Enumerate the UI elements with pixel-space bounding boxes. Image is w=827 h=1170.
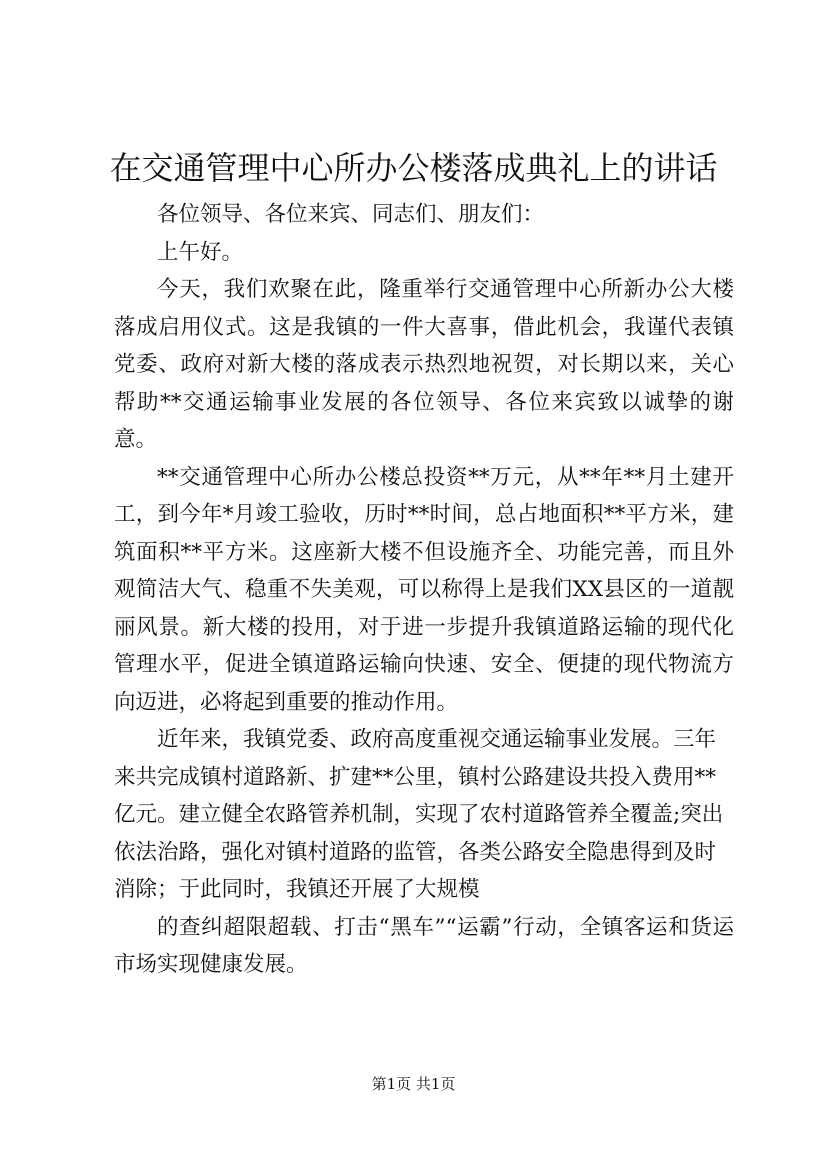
body-paragraph: **交通管理中心所办公楼总投资**万元，从**年**月土建开工，到今年*月竣工验收，历时**时间，总占地面积**平方米，建筑面积**平方米。这座新大楼不但设施齐全、功能完善，而且外观简洁大气、稳重不失美观，可以称得上是我们XX县区的一道靓丽风景。新大楼的投用，对于进一步提升我镇道路运输的现代化管理水平，促进全镇道路运输向快速、安全、便捷的现代物流方向迈进，必将起到重要的推动作用。 bbox=[114, 464, 734, 715]
document-body bbox=[114, 196, 734, 984]
document-title: 在交通管理中心所办公楼落成典礼上的讲话 bbox=[109, 149, 718, 187]
body-paragraph: 今天，我们欢聚在此，隆重举行交通管理中心所新办公大楼落成启用仪式。这是我镇的一件大喜事，借此机会，我谨代表镇党委、政府对新大楼的落成表示热烈地祝贺，对长期以来，关心帮助**交通运输事业发展的各位领导、各位来宾致以诚挚的谢意。 bbox=[114, 277, 734, 452]
page-footer: 第1页 共1页 bbox=[371, 1075, 456, 1093]
greeting-paragraph: 上午好。 bbox=[157, 239, 244, 265]
salutation-paragraph: 各位领导、各位来宾、同志们、朋友们： bbox=[157, 202, 545, 227]
body-paragraph: 近年来，我镇党委、政府高度重视交通运输事业发展。三年来共完成镇村道路新、扩建**公里，镇村公路建设共投入费用**亿元。建立健全农路管养机制，实现了农村道路管养全覆盖;突出依法治路，强化对镇村道路的监管，各类公路安全隐患得到及时消除；于此同时，我镇还开展了大规模 bbox=[114, 727, 724, 902]
body-paragraph: 的查纠超限超载、打击“黑车”“运霸”行动，全镇客运和货运市场实现健康发展。 bbox=[114, 914, 734, 977]
